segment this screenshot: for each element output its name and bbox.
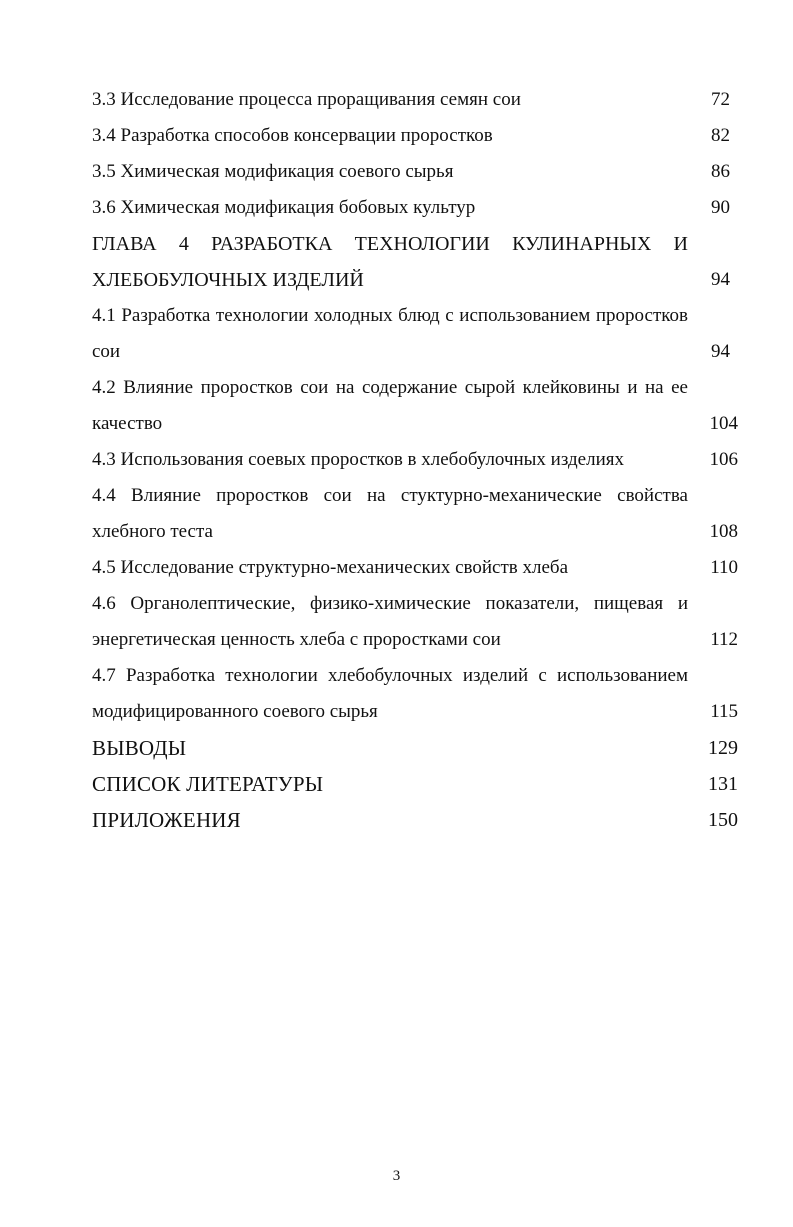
toc-entry-page: 150: [708, 809, 738, 831]
toc-entry: [92, 658, 738, 730]
toc-entry-page: 106: [709, 449, 738, 470]
toc-entry-page: 72: [711, 89, 730, 110]
toc-entry-title: СПИСОК ЛИТЕРАТУРЫ: [92, 772, 324, 796]
toc-entry-page: 131: [708, 773, 738, 795]
toc-entry-title: ВЫВОДЫ: [92, 736, 187, 760]
toc-entry: [92, 118, 738, 154]
toc-entry-section: [92, 766, 738, 802]
toc-entry-page: 108: [709, 521, 738, 542]
toc-entry-section: [92, 730, 738, 766]
toc-entry-title: 4.1 Разработка технологии холодных блюд с использованием проростков сои: [92, 305, 688, 362]
toc-entry-title: 3.6 Химическая модификация бобовых культур: [92, 197, 476, 218]
toc-entry: [92, 82, 738, 118]
toc-entry-page: 94: [711, 269, 730, 290]
toc-entry-title: 4.6 Органолептические, физико-химические показатели, пищевая и энергетическая ценность хлеба с проростками сои: [92, 593, 688, 650]
toc-entry: [92, 586, 738, 658]
toc-entry-title: 4.5 Исследование структурно-механических свойств хлеба: [92, 557, 569, 578]
toc-entry-page: 82: [711, 125, 730, 146]
toc-entry-page: 112: [710, 629, 738, 650]
toc-entry: [92, 550, 738, 586]
toc-entry-page: 129: [708, 737, 738, 759]
toc-entry-page: 104: [709, 413, 738, 434]
table-of-contents: [92, 82, 738, 838]
toc-entry-page: 90: [711, 197, 730, 218]
toc-entry-title: 4.7 Разработка технологии хлебобулочных изделий с использованием модифицированного соевого сырья: [92, 665, 688, 722]
toc-entry-title: 4.4 Влияние проростков сои на стуктурно-механические свойства хлебного теста: [92, 485, 688, 542]
toc-entry: [92, 442, 738, 478]
toc-entry-title: 3.5 Химическая модификация соевого сырья: [92, 161, 454, 182]
toc-entry-page: 86: [711, 161, 730, 182]
toc-entry: [92, 298, 738, 370]
toc-entry-title: ПРИЛОЖЕНИЯ: [92, 808, 241, 832]
toc-entry: [92, 154, 738, 190]
toc-entry-chapter: [92, 226, 738, 298]
toc-entry: [92, 370, 738, 442]
toc-entry-title: 4.2 Влияние проростков сои на содержание сырой клейковины и на ее качество: [92, 377, 688, 434]
toc-entry: [92, 190, 738, 226]
toc-entry-section: [92, 802, 738, 838]
toc-entry-title: ГЛАВА 4 РАЗРАБОТКА ТЕХНОЛОГИИ КУЛИНАРНЫХ И ХЛЕБОБУЛОЧНЫХ ИЗДЕЛИЙ: [92, 233, 688, 291]
toc-entry-page: 115: [710, 701, 738, 722]
toc-entry-page: 110: [710, 557, 738, 578]
toc-entry-title: 4.3 Использования соевых проростков в хлебобулочных изделиях: [92, 449, 624, 470]
toc-entry: [92, 478, 738, 550]
page-number: 3: [392, 1168, 401, 1184]
toc-entry-page: 94: [711, 341, 730, 362]
toc-entry-title: 3.4 Разработка способов консервации проростков: [92, 125, 493, 146]
toc-entry-title: 3.3 Исследование процесса проращивания семян сои: [92, 89, 521, 110]
